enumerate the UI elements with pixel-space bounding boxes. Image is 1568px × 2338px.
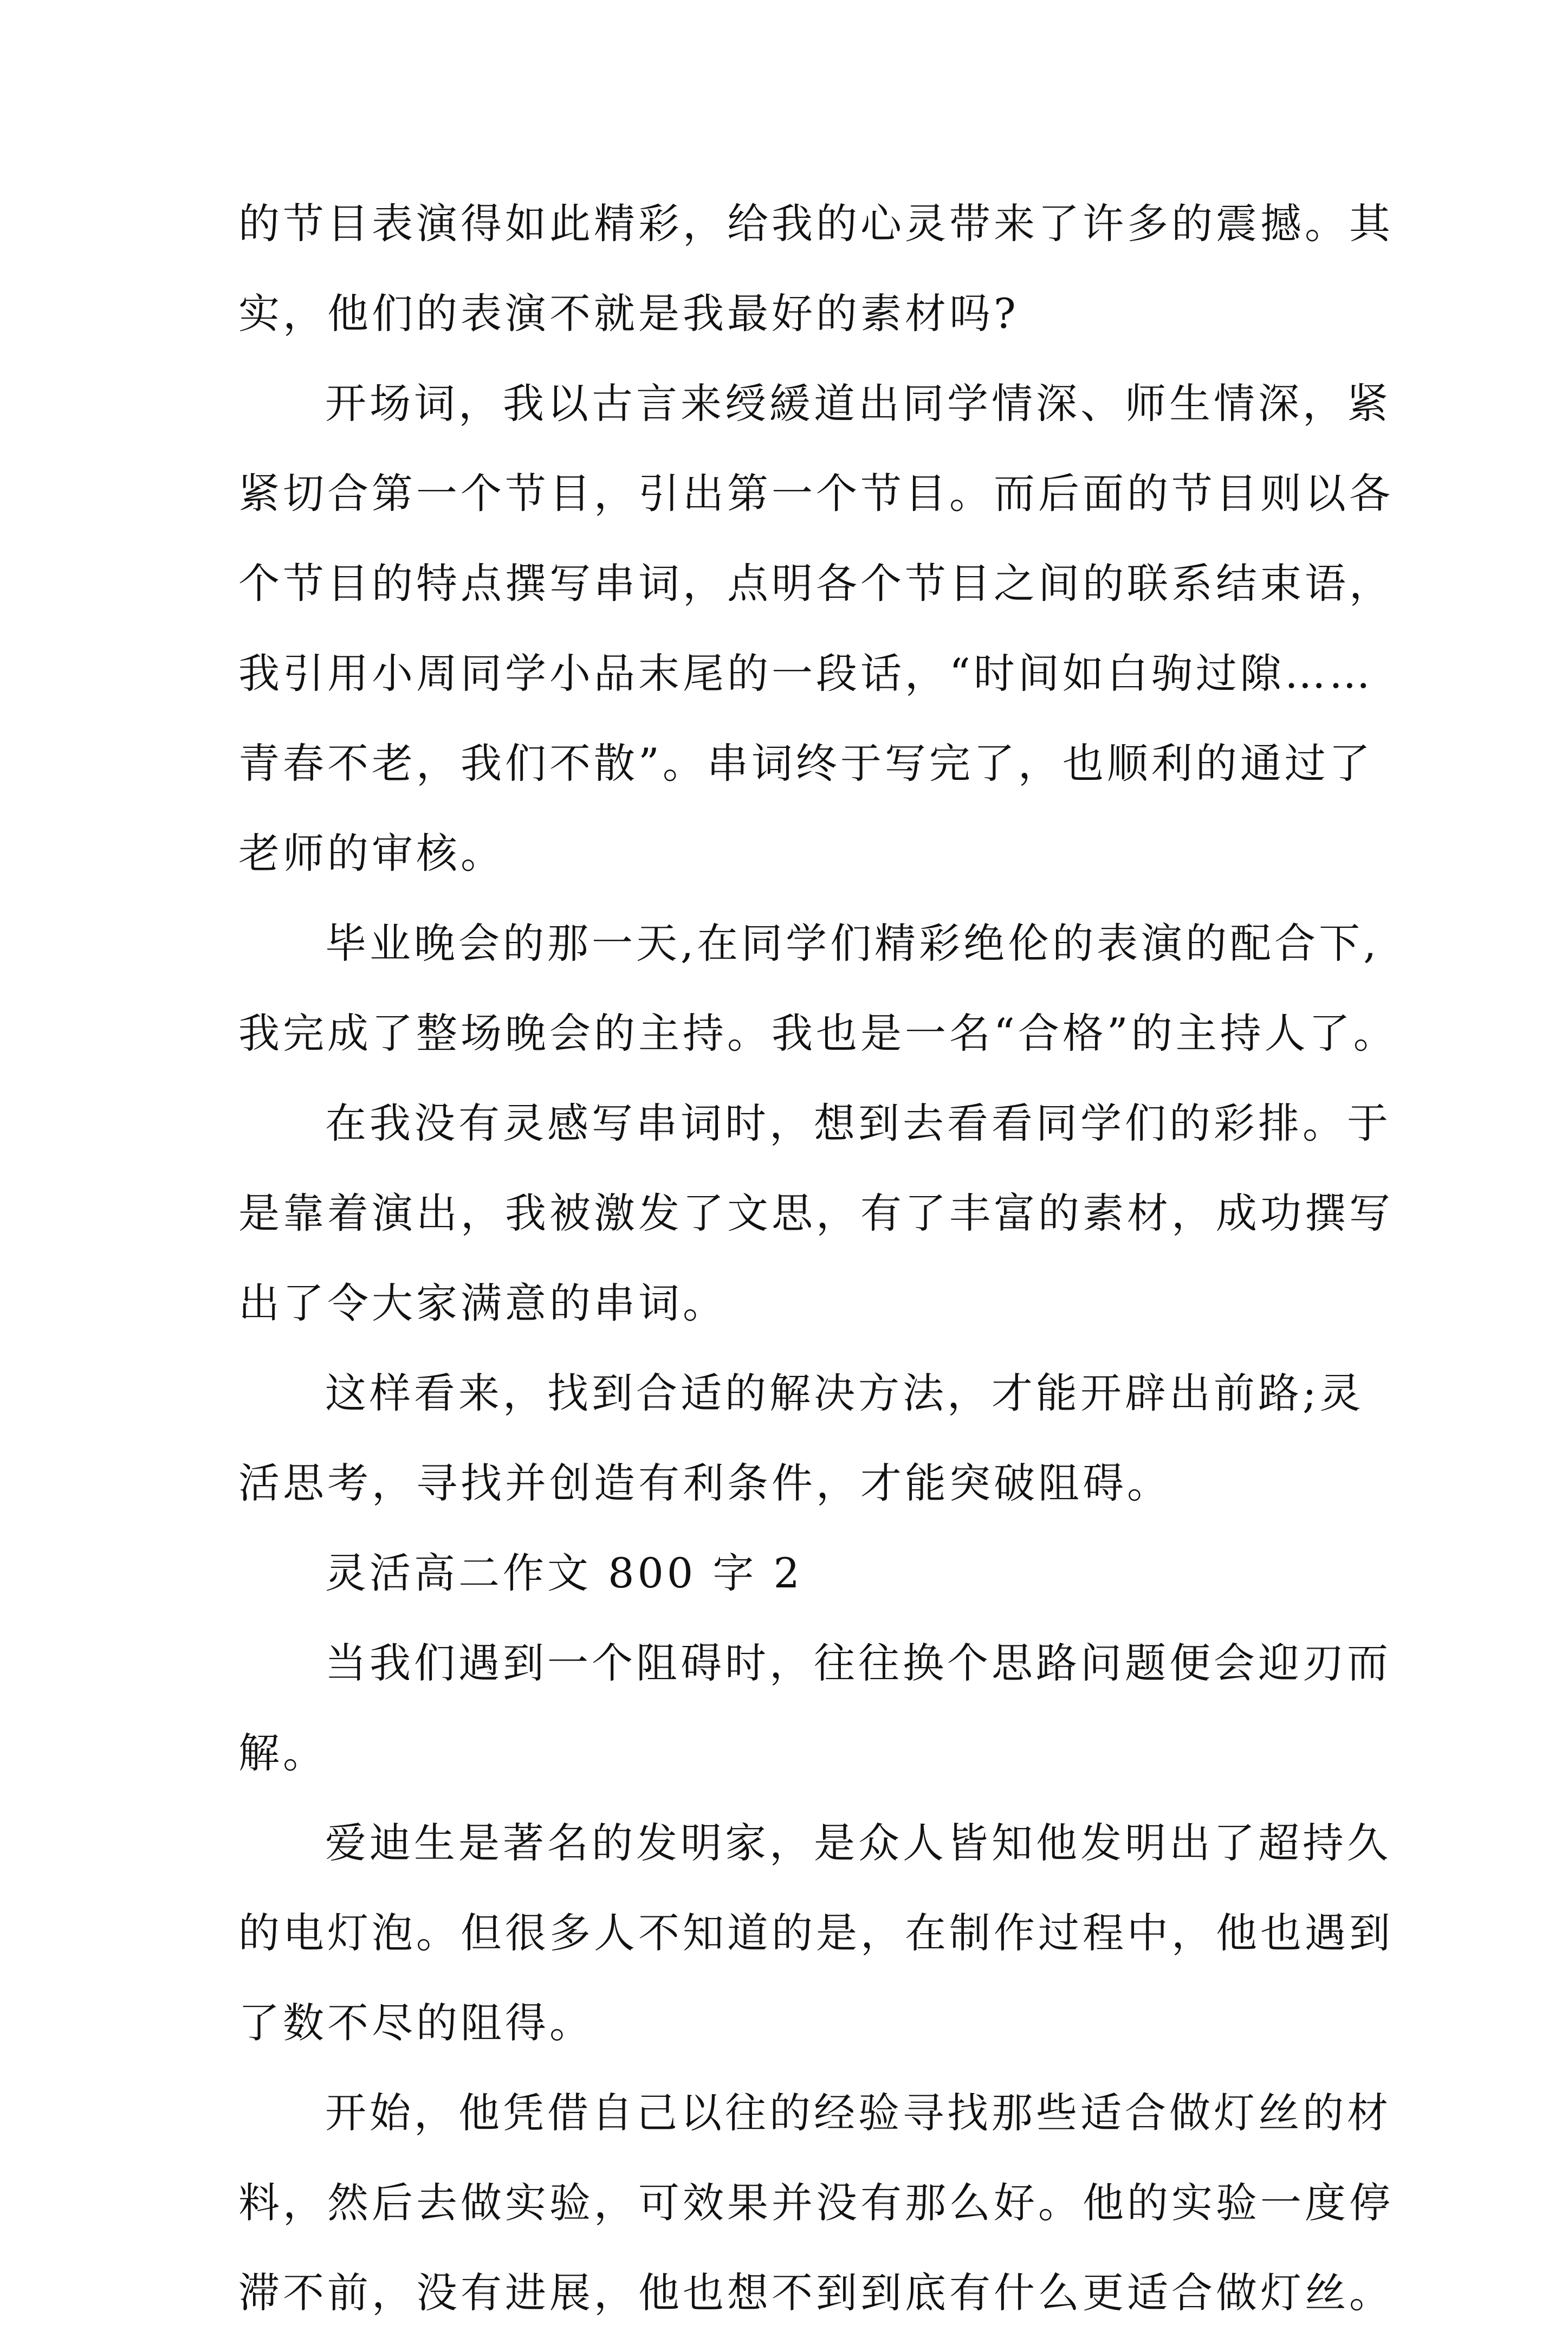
text-line: 老师的审核。 — [238, 829, 505, 877]
text-line: 滞不前，没有进展，他也想不到到底有什么更适合做灯丝。 — [238, 2269, 1394, 2317]
text-line: 个节目的特点撰写串词，点明各个节目之间的联系结束语， — [238, 559, 1394, 608]
text-line: 开始，他凭借自己以往的经验寻找那些适合做灯丝的材 — [325, 2089, 1391, 2137]
text-line: 的节目表演得如此精彩，给我的心灵带来了许多的震撼。其 — [238, 199, 1394, 248]
text-line: 是靠着演出，我被激发了文思，有了丰富的素材，成功撰写 — [238, 1189, 1394, 1237]
text-line: 活思考，寻找并创造有利条件，才能突破阻碍。 — [238, 1459, 1171, 1507]
text-line: 料，然后去做实验，可效果并没有那么好。他的实验一度停 — [238, 2179, 1394, 2227]
text-line: 我引用小周同学小品末尾的一段话，“时间如白驹过隙…… — [238, 649, 1373, 697]
text-line: 在我没有灵感写串词时，想到去看看同学们的彩排。于 — [325, 1099, 1391, 1147]
text-line: 爱迪生是著名的发明家，是众人皆知他发明出了超持久 — [325, 1819, 1391, 1867]
text-line: 解。 — [238, 1729, 327, 1777]
text-line: 紧切合第一个节目，引出第一个节目。而后面的节目则以各 — [238, 469, 1394, 518]
text-line: 毕业晚会的那一天,在同学们精彩绝伦的表演的配合下, — [325, 919, 1380, 967]
text-line: 实，他们的表演不就是我最好的素材吗? — [238, 289, 1019, 338]
text-line: 我完成了整场晚会的主持。我也是一名“合格”的主持人了。 — [238, 1009, 1398, 1057]
essay-body — [238, 179, 1398, 2338]
text-line: 了数不尽的阻得。 — [238, 1999, 594, 2047]
text-line: 的电灯泡。但很多人不知道的是，在制作过程中，他也遇到 — [238, 1909, 1394, 1957]
text-line: 当我们遇到一个阻碍时，往往换个思路问题便会迎刃而 — [325, 1639, 1391, 1687]
section-heading: 灵活高二作文 800 字 2 — [325, 1549, 803, 1597]
text-line: 出了令大家满意的串词。 — [238, 1279, 727, 1327]
text-line: 开场词，我以古言来绶緩道出同学情深、师生情深，紧 — [325, 379, 1391, 428]
text-line: 这样看来，找到合适的解决方法，才能开辟出前路;灵 — [325, 1369, 1364, 1417]
text-line: 青春不老，我们不散”。串词终于写完了，也顺利的通过了 — [238, 739, 1373, 787]
